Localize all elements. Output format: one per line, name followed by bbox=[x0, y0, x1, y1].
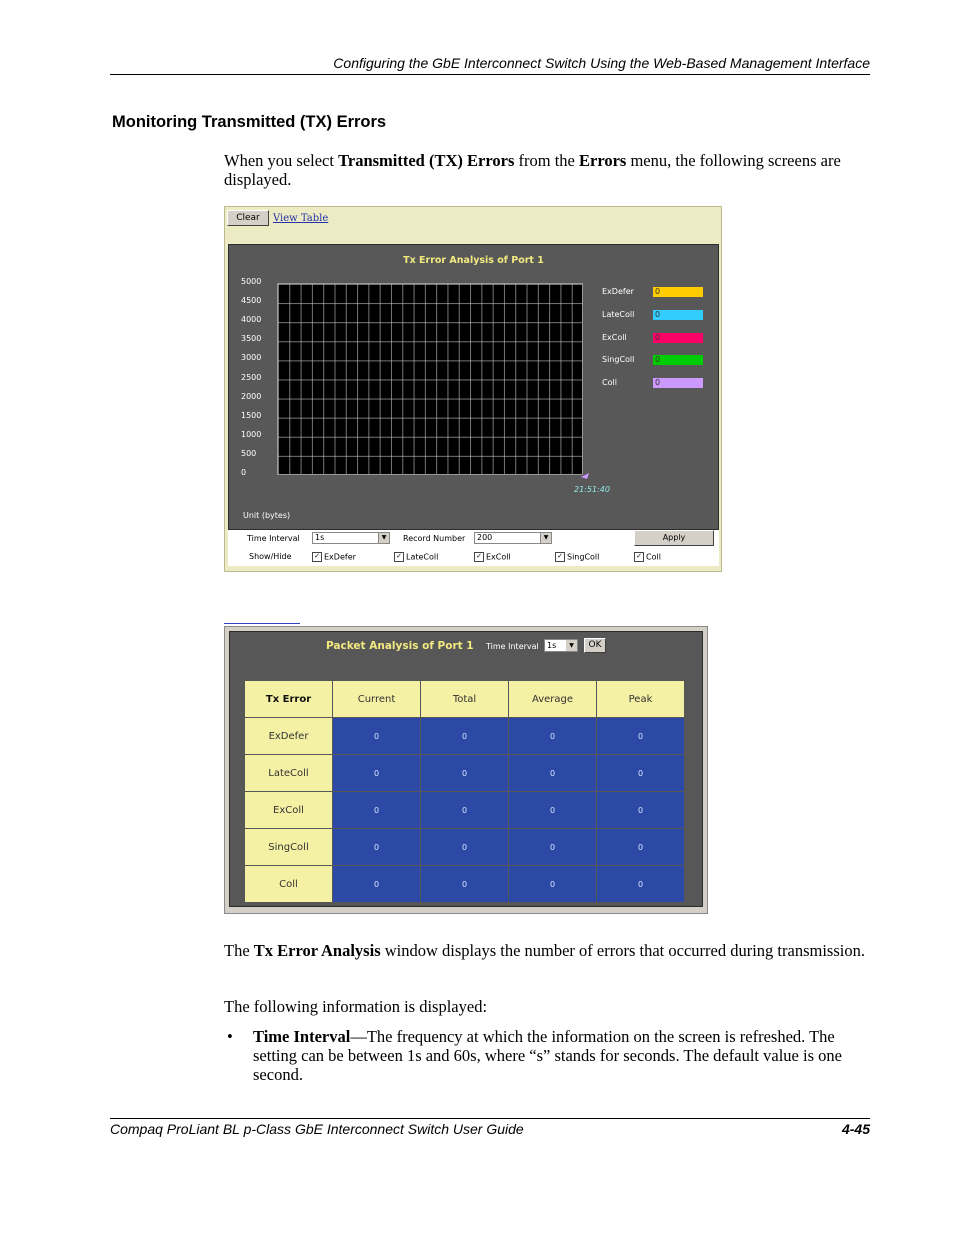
table-row bbox=[245, 718, 685, 755]
control-row bbox=[228, 530, 719, 548]
legend-item: ExColl bbox=[602, 332, 627, 342]
record-number-label: Record Number bbox=[403, 534, 466, 543]
tx-error-analysis-screenshot bbox=[224, 206, 722, 572]
table-cell: 0 bbox=[509, 755, 597, 792]
checkbox-latecoll[interactable]: ✓ LateColl bbox=[394, 552, 438, 562]
y-tick-label: 5000 bbox=[241, 277, 262, 286]
table-cell: 0 bbox=[421, 718, 509, 755]
info-intro: The following information is displayed: bbox=[224, 997, 488, 1016]
row-label: LateColl bbox=[245, 755, 333, 792]
legend-item: ExDefer bbox=[602, 287, 634, 296]
table-cell: 0 bbox=[509, 829, 597, 866]
time-interval-select[interactable]: 1s ▼ bbox=[312, 532, 390, 544]
time-interval-select[interactable]: 1s ▼ bbox=[544, 639, 578, 652]
legend-item: Coll bbox=[602, 378, 617, 388]
ok-button[interactable]: OK bbox=[584, 638, 606, 653]
y-tick-label: 4500 bbox=[241, 296, 262, 306]
legend-value: 0 bbox=[653, 287, 703, 297]
y-tick-label: 3000 bbox=[241, 353, 262, 363]
running-header: Configuring the GbE Interconnect Switch Using the Web-Based Management Interface bbox=[110, 55, 870, 75]
table-cell: 0 bbox=[421, 866, 509, 903]
y-tick-label: 2500 bbox=[241, 372, 262, 382]
legend-value: 0 bbox=[653, 333, 703, 343]
chart-panel bbox=[228, 244, 719, 530]
column-header: Current bbox=[333, 681, 421, 718]
apply-button[interactable]: Apply bbox=[634, 530, 714, 546]
clear-button[interactable]: Clear bbox=[227, 210, 269, 226]
column-header: Tx Error bbox=[245, 681, 333, 718]
legend-value: 0 bbox=[653, 310, 703, 320]
table-row bbox=[245, 792, 685, 829]
cursor-icon bbox=[579, 469, 593, 483]
table-cell: 0 bbox=[333, 718, 421, 755]
y-tick-label: 1500 bbox=[241, 410, 262, 420]
checkbox-exdefer[interactable]: ✓ ExDefer bbox=[312, 552, 356, 562]
table-cell: 0 bbox=[333, 829, 421, 866]
time-interval-label: Time Interval bbox=[486, 642, 539, 651]
table-cell: 0 bbox=[333, 866, 421, 903]
record-number-select[interactable]: 200 ▼ bbox=[474, 532, 552, 544]
chevron-down-icon: ▼ bbox=[566, 640, 577, 651]
table-cell: 0 bbox=[597, 829, 685, 866]
row-label: ExColl bbox=[245, 792, 333, 829]
table-cell: 0 bbox=[421, 829, 509, 866]
legend-value: 0 bbox=[653, 355, 703, 365]
table-cell: 0 bbox=[333, 755, 421, 792]
y-tick-label: 3500 bbox=[241, 334, 262, 344]
y-tick-label: 4000 bbox=[241, 315, 262, 325]
info-list bbox=[224, 1027, 864, 1084]
checkbox-excoll[interactable]: ✓ ExColl bbox=[474, 552, 511, 562]
table-cell: 0 bbox=[421, 755, 509, 792]
intro-paragraph: When you select Transmitted (TX) Errors from the Errors menu, the following screens are displayed. bbox=[224, 151, 841, 189]
table-row bbox=[245, 866, 685, 903]
legend-item: SingColl bbox=[602, 355, 635, 365]
time-interval-label: Time Interval bbox=[247, 534, 300, 543]
link-underline bbox=[224, 623, 300, 624]
packet-analysis-screenshot bbox=[224, 626, 708, 914]
column-header: Average bbox=[509, 681, 597, 718]
table-cell: 0 bbox=[597, 866, 685, 903]
table-cell: 0 bbox=[597, 718, 685, 755]
table-cell: 0 bbox=[421, 792, 509, 829]
column-header: Peak bbox=[597, 681, 685, 718]
packet-title: Packet Analysis of Port 1 bbox=[326, 640, 474, 652]
table-cell: 0 bbox=[333, 792, 421, 829]
table-cell: 0 bbox=[509, 866, 597, 903]
row-label: Coll bbox=[245, 866, 333, 903]
chevron-down-icon: ▼ bbox=[540, 533, 551, 543]
show-hide-label: Show/Hide bbox=[249, 552, 292, 561]
table-cell: 0 bbox=[597, 755, 685, 792]
chevron-down-icon: ▼ bbox=[378, 533, 389, 543]
checkbox-coll[interactable]: ✓ Coll bbox=[634, 552, 661, 562]
legend-item: LateColl bbox=[602, 309, 635, 319]
row-label: SingColl bbox=[245, 829, 333, 866]
chart-title: Tx Error Analysis of Port 1 bbox=[403, 255, 544, 266]
column-header: Total bbox=[421, 681, 509, 718]
packet-table bbox=[244, 680, 685, 903]
unit-label: Unit (bytes) bbox=[243, 511, 291, 520]
plot-area bbox=[277, 283, 583, 475]
list-item: • Time Interval—The frequency at which the information on the screen is refreshed. The setting can be between 1s and 60s, where “s” stands for seconds. The default value is one second. bbox=[227, 1027, 842, 1084]
packet-panel bbox=[229, 631, 703, 907]
legend-value: 0 bbox=[653, 378, 703, 388]
x-tick-label: 21:51:40 bbox=[574, 485, 610, 494]
section-title: Monitoring Transmitted (TX) Errors bbox=[112, 113, 387, 131]
footer: Compaq ProLiant BL p-Class GbE Interconnect Switch User Guide 4-45 bbox=[110, 1118, 870, 1139]
y-tick-label: 2000 bbox=[241, 391, 262, 401]
y-tick-label: 500 bbox=[241, 448, 257, 458]
table-cell: 0 bbox=[509, 718, 597, 755]
checkbox-singcoll[interactable]: ✓ SingColl bbox=[555, 552, 599, 562]
view-table-link[interactable]: View Table bbox=[273, 213, 329, 224]
y-tick-label: 0 bbox=[241, 468, 247, 477]
row-label: ExDefer bbox=[245, 718, 333, 755]
y-tick-label: 1000 bbox=[241, 429, 262, 439]
description-paragraph: The Tx Error Analysis window displays the number of errors that occurred during transmission. bbox=[224, 941, 865, 960]
page-number: 4-45 bbox=[841, 1121, 870, 1137]
table-row bbox=[245, 829, 685, 866]
table-cell: 0 bbox=[509, 792, 597, 829]
table-cell: 0 bbox=[597, 792, 685, 829]
table-row bbox=[245, 755, 685, 792]
show-hide-row bbox=[228, 548, 719, 566]
